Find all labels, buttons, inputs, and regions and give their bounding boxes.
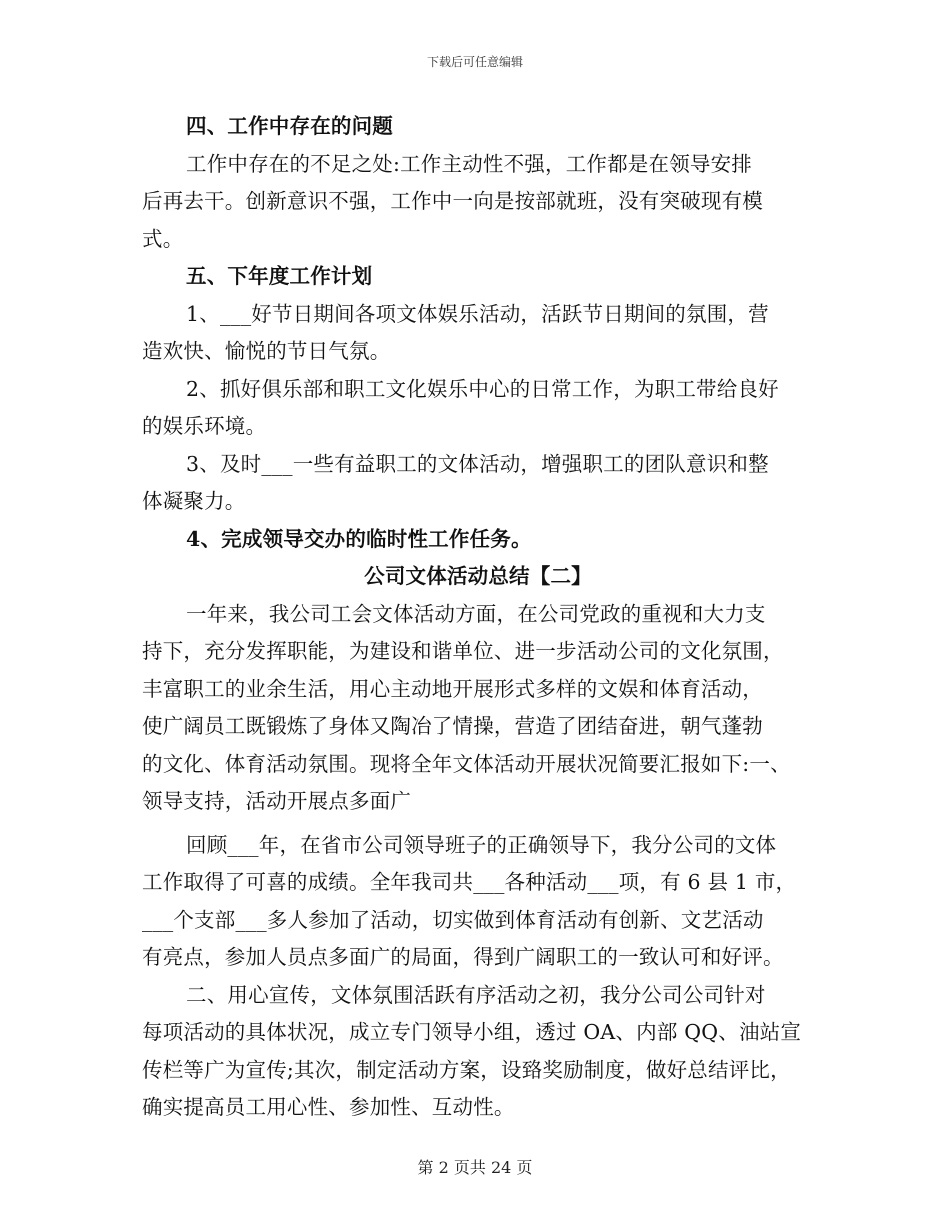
paragraph-line: 回顾___年，在省市公司领导班子的正确领导下，我分公司的文体 <box>186 832 777 857</box>
paragraph-line: 领导支持，活动开展点多面广 <box>142 789 412 813</box>
paragraph-line: 工作取得了可喜的成绩。全年我司共___各种活动___项，有 6 县 1 市， <box>142 870 797 894</box>
paragraph-line: 体凝聚力。 <box>142 489 246 513</box>
paragraph-line: 1、___好节日期间各项文体娱乐活动，活跃节日期间的氛围，营 <box>186 301 769 326</box>
paragraph-line: 一年来，我公司工会文体活动方面，在公司党政的重视和大力支 <box>186 601 766 626</box>
paragraph-line: 有亮点，参加人员点多面广的局面，得到广阔职工的一致认可和好评。 <box>142 945 784 969</box>
paragraph-line: ___个支部___多人参加了活动，切实做到体育活动有创新、文艺活动 <box>142 907 764 932</box>
paragraph-line: 后再去干。创新意识不强，工作中一向是按部就班，没有突破现有模 <box>142 189 763 213</box>
paragraph-line: 持下，充分发挥职能，为建设和谐单位、进一步活动公司的文化氛围， <box>142 639 784 663</box>
section-heading: 四、工作中存在的问题 <box>186 114 393 138</box>
paragraph-line: 每项活动的具体状况，成立专门领导小组，透过 OA、内部 QQ、油站宣 <box>142 1020 802 1044</box>
paragraph-line: 3、及时___一些有益职工的文体活动，增强职工的团队意识和整 <box>186 451 769 476</box>
paragraph-line: 确实提高员工用心性、参加性、互动性。 <box>142 1095 515 1119</box>
paragraph-line: 2、抓好俱乐部和职工文化娱乐中心的日常工作，为职工带给良好 <box>186 376 779 401</box>
page-header: 下载后可任意编辑 <box>426 55 523 69</box>
paragraph-line: 丰富职工的业余生活，用心主动地开展形式多样的文娱和体育活动， <box>142 676 763 701</box>
document-body <box>142 108 814 1127</box>
paragraph-line: 造欢快、愉悦的节日气氛。 <box>142 339 391 363</box>
page-footer: 第 2 页共 24 页 <box>417 1158 533 1177</box>
paragraph-line: 的文化、体育活动氛围。现将全年文体活动开展状况简要汇报如下:一、 <box>142 751 791 776</box>
paragraph-line: 的娱乐环境。 <box>142 414 267 438</box>
paragraph-line: 二、用心宣传，文体氛围活跃有序活动之初，我分公司公司针对 <box>186 982 766 1007</box>
paragraph-line: 式。 <box>142 226 184 251</box>
section-title: 公司文体活动总结【二】 <box>364 564 592 588</box>
paragraph-line: 使广阔员工既锻炼了身体又陶冶了情操，营造了团结奋进，朝气蓬勃 <box>142 714 763 738</box>
section-heading: 五、下年度工作计划 <box>186 264 373 288</box>
paragraph-line: 工作中存在的不足之处:工作主动性不强，工作都是在领导安排 <box>186 151 753 176</box>
paragraph-line: 4、完成领导交办的临时性工作任务。 <box>186 526 532 551</box>
paragraph-line: 传栏等广为宣传;其次，制定活动方案，设臵奖励制度，做好总结评比， <box>142 1057 791 1082</box>
